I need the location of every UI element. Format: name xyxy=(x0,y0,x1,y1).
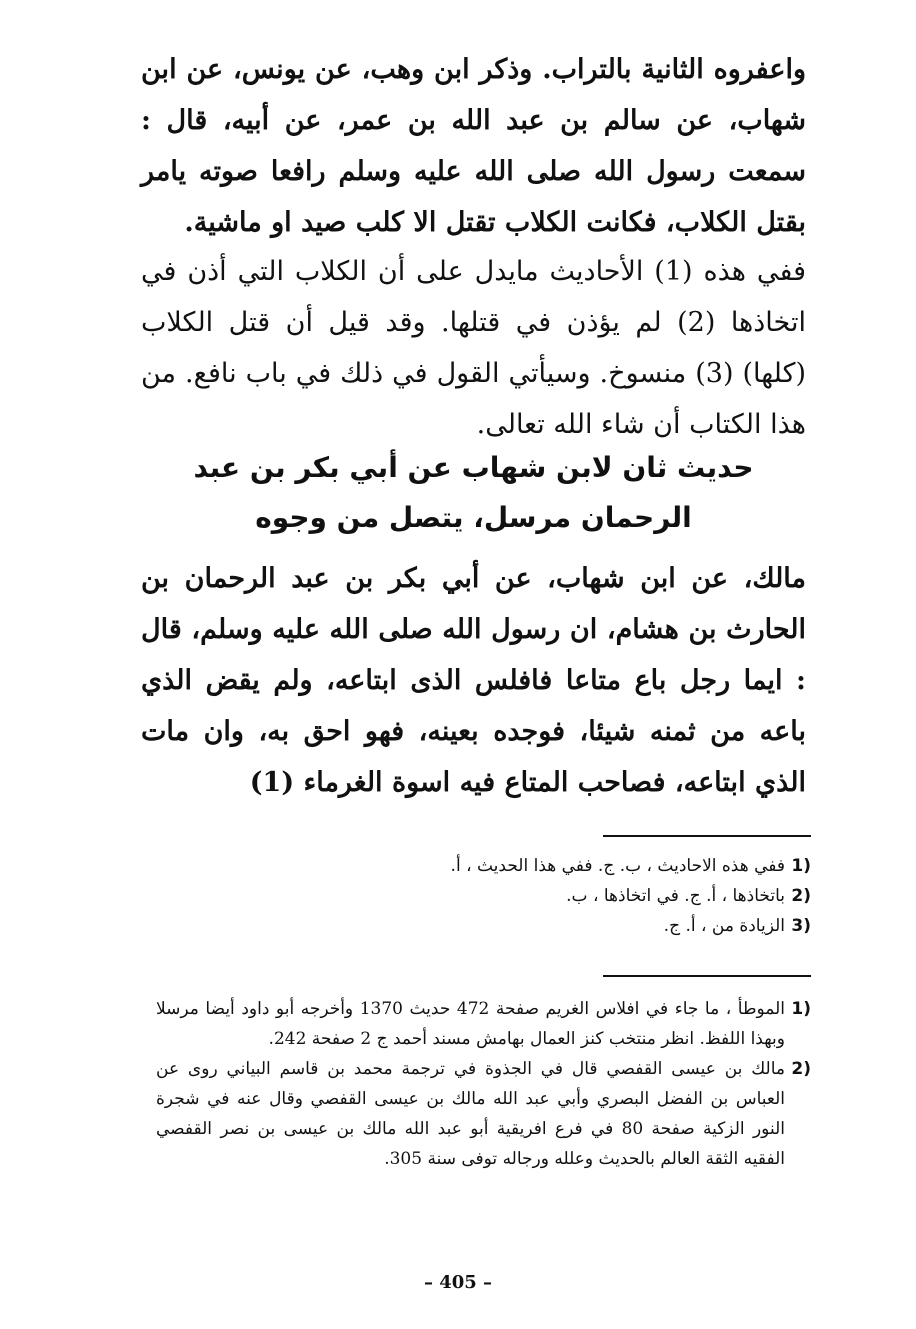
variant-note-1 xyxy=(411,851,811,881)
footnote-text: مالك بن عيسى القفصي قال في الجذوة في ترجمة محمد بن قاسم البياني روى عن العباس بن الفضل البصري وأبي عبد الله مالك بن عيسى القفصي وقال عنه في شجرة النور الزكية صفحة 80 في فرع افريقية أبو عبد الله مالك بن عيسى بن نصر القفصي الفقيه الثقة العالم بالحديث وعلله ورجاله توفى سنة 305. xyxy=(156,1059,785,1169)
footnote-text: ففي هذه الاحاديث ، ب. ج. ففي هذا الحديث ، أ. xyxy=(450,856,785,876)
footnote-text: الموطأ ، ما جاء في افلاس الغريم صفحة 472 حديث 1370 وأخرجه أبو داود أيضا مرسلا وبهذا اللفظ. انظر منتخب كنز العمال بهامش مسند أحمد ج 2 صفحة 242. xyxy=(156,999,785,1049)
footnote-number: (1 xyxy=(791,856,811,876)
footnote-number: (2 xyxy=(791,886,811,906)
paragraph-hadith-kill-dogs: واعفروه الثانية بالتراب. وذكر ابن وهب، عن يونس، عن ابن شهاب، عن سالم بن عبد الله بن عمر، عن أبيه، قال : سمعت رسول الله صلى الله عليه وسلم رافعا صوته يامر بقتل الكلاب، فكانت الكلاب تقتل الا كلب صيد او ماشية. xyxy=(141,54,806,238)
footnote-number: (3 xyxy=(791,916,811,936)
footnote-text: الزيادة من ، أ. ج. xyxy=(663,916,785,936)
paragraph-hadith-bankrupt: مالك، عن ابن شهاب، عن أبي بكر بن عبد الرحمان بن الحارث بن هشام، ان رسول الله صلى الله عليه وسلم، قال : ايما رجل باع متاعا فافلس الذى ابتاعه، ولم يقض الذي باعه من ثمنه شيئا، فوجده بعينه، فهو احق به، وان مات الذي ابتاعه، فصاحب المتاع فيه اسوة الغرماء (1) xyxy=(141,563,806,798)
variant-note-3 xyxy=(411,911,811,941)
paragraph-commentary: ففي هذه (1) الأحاديث مايدل على أن الكلاب التي أذن في اتخاذها (2) لم يؤذن في قتلها. وقد قيل أن قتل الكلاب (كلها) (3) منسوخ. وسيأتي القول في ذلك في باب نافع. من هذا الكتاب أن شاء الله تعالى. xyxy=(141,256,807,440)
editor-note-1 xyxy=(156,994,811,1054)
footnote-divider-2 xyxy=(603,975,811,977)
footnote-text: باتخاذها ، أ. ج. في اتخاذها ، ب. xyxy=(566,886,785,906)
footnote-number: (1 xyxy=(791,999,811,1019)
variant-note-2 xyxy=(411,881,811,911)
footnote-number: (2 xyxy=(791,1059,811,1079)
editor-notes xyxy=(156,994,811,1174)
editor-note-2 xyxy=(156,1054,811,1174)
section-heading: حديث ثان لابن شهاب عن أبي بكر بن عبد الرحمان مرسل، يتصل من وجوه xyxy=(193,451,754,534)
footnote-divider-1 xyxy=(603,835,811,837)
page-number: – 405 – xyxy=(423,1272,493,1293)
variant-notes xyxy=(411,851,811,941)
